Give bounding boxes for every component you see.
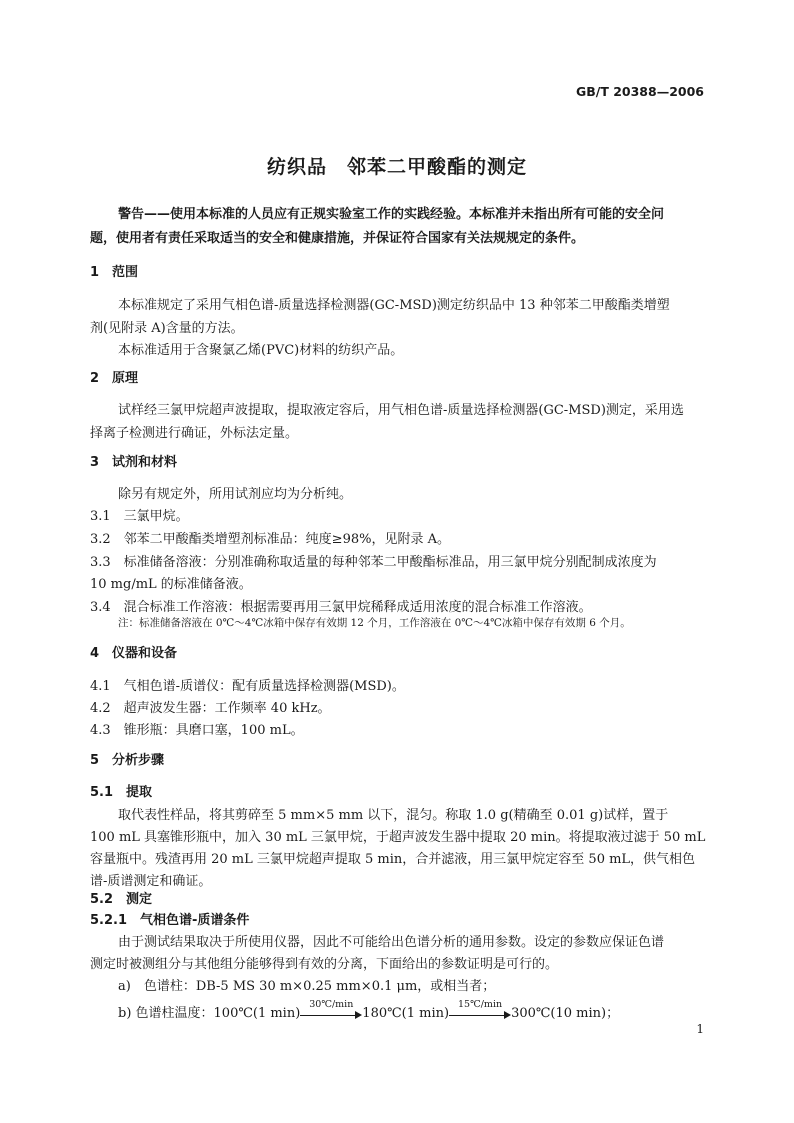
warning-line-1: 警告——使用本标准的人员应有正规实验室工作的实践经验。本标准并未指出所有可能的安全问 bbox=[118, 207, 665, 222]
subsection-5-2-1-heading: 5.2.1 气相色谱-质谱条件 bbox=[90, 913, 250, 928]
section-5-1-line-2: 100 mL 具塞锥形瓶中，加入 30 mL 三氯甲烷，于超声波发生器中提取 20 min。将提取液过滤于 50 mL bbox=[90, 830, 706, 845]
item-b-temperature bbox=[118, 998, 620, 1024]
ramp-rate-2: 15℃/min bbox=[458, 998, 503, 1010]
item-3-1: 3.1 三氯甲烷。 bbox=[90, 509, 189, 524]
subsection-5-1-heading: 5.1 提取 bbox=[90, 785, 153, 800]
section-3-note: 注：标准储备溶液在 0℃～4℃冰箱中保存有效期 12 个月，工作溶液在 0℃～4℃冰箱中保存有效期 6 个月。 bbox=[118, 617, 631, 629]
section-2-para-line-1: 试样经三氯甲烷超声波提取，提取液定容后，用气相色谱-质量选择检测器(GC-MSD)测定，采用选 bbox=[118, 403, 684, 418]
section-4-heading: 4 仪器和设备 bbox=[90, 646, 178, 661]
section-5-1-line-1: 取代表性样品，将其剪碎至 5 mm×5 mm 以下，混匀。称取 1.0 g(精确至 0.01 g)试样，置于 bbox=[118, 808, 669, 823]
item-4-2: 4.2 超声波发生器：工作频率 40 kHz。 bbox=[90, 701, 331, 716]
section-5-heading: 5 分析步骤 bbox=[90, 753, 165, 768]
temp-program-mid: 180℃(1 min) bbox=[362, 1006, 450, 1021]
ramp-rate-1: 30℃/min bbox=[309, 998, 354, 1010]
section-5-2-1-line-1: 由于测试结果取决于所使用仪器，因此不可能给出色谱分析的通用参数。设定的参数应保证色谱 bbox=[118, 935, 665, 950]
section-1-para-1-line-2: 剂(见附录 A)含量的方法。 bbox=[90, 321, 244, 336]
item-a-column: a) 色谱柱：DB-5 MS 30 m×0.25 mm×0.1 μm，或相当者； bbox=[118, 979, 496, 994]
temp-program-start: b) 色谱柱温度：100℃(1 min) bbox=[118, 1006, 301, 1021]
warning-line-2: 题，使用者有责任采取适当的安全和健康措施，并保证符合国家有关法规规定的条件。 bbox=[90, 231, 585, 246]
page-title: 纺织品 邻苯二甲酸酯的测定 bbox=[266, 156, 527, 178]
standard-number: GB/T 20388—2006 bbox=[575, 84, 704, 99]
ramp-arrow-2 bbox=[449, 998, 511, 1021]
item-4-1: 4.1 气相色谱-质谱仪：配有质量选择检测器(MSD)。 bbox=[90, 679, 405, 694]
temp-program-end: 300℃(10 min)； bbox=[511, 1006, 620, 1021]
section-1-heading: 1 范围 bbox=[90, 265, 139, 280]
item-4-3: 4.3 锥形瓶：具磨口塞，100 mL。 bbox=[90, 723, 304, 738]
section-2-para-line-2: 择离子检测进行确证，外标法定量。 bbox=[90, 426, 299, 441]
item-3-2: 3.2 邻苯二甲酸酯类增塑剂标准品：纯度≥98%，见附录 A。 bbox=[90, 532, 450, 547]
section-2-heading: 2 原理 bbox=[90, 371, 139, 386]
ramp-arrow-1 bbox=[300, 998, 362, 1021]
page-number: 1 bbox=[696, 1022, 704, 1036]
section-3-intro: 除另有规定外，所用试剂应均为分析纯。 bbox=[118, 487, 353, 502]
section-5-1-line-3: 容量瓶中。残渣再用 20 mL 三氯甲烷超声提取 5 min，合并滤液，用三氯甲烷定容至 50 mL，供气相色 bbox=[90, 852, 696, 867]
section-3-heading: 3 试剂和材料 bbox=[90, 455, 178, 470]
section-1-para-2: 本标准适用于含聚氯乙烯(PVC)材料的纺织产品。 bbox=[118, 343, 404, 358]
subsection-5-2-heading: 5.2 测定 bbox=[90, 892, 153, 907]
item-3-4: 3.4 混合标准工作溶液：根据需要再用三氯甲烷稀释成适用浓度的混合标准工作溶液。 bbox=[90, 600, 592, 615]
item-3-3-line-1: 3.3 标准储备溶液：分别准确称取适量的每种邻苯二甲酸酯标准品，用三氯甲烷分别配制成浓度为 bbox=[90, 555, 657, 570]
section-5-2-1-line-2: 测定时被测组分与其他组分能够得到有效的分离，下面给出的参数证明是可行的。 bbox=[90, 957, 559, 972]
item-3-3-line-2: 10 mg/mL 的标准储备液。 bbox=[90, 577, 252, 592]
section-1-para-1-line-1: 本标准规定了采用气相色谱-质量选择检测器(GC-MSD)测定纺织品中 13 种邻苯二甲酸酯类增塑 bbox=[118, 298, 670, 313]
section-5-1-line-4: 谱-质谱测定和确证。 bbox=[90, 874, 212, 889]
